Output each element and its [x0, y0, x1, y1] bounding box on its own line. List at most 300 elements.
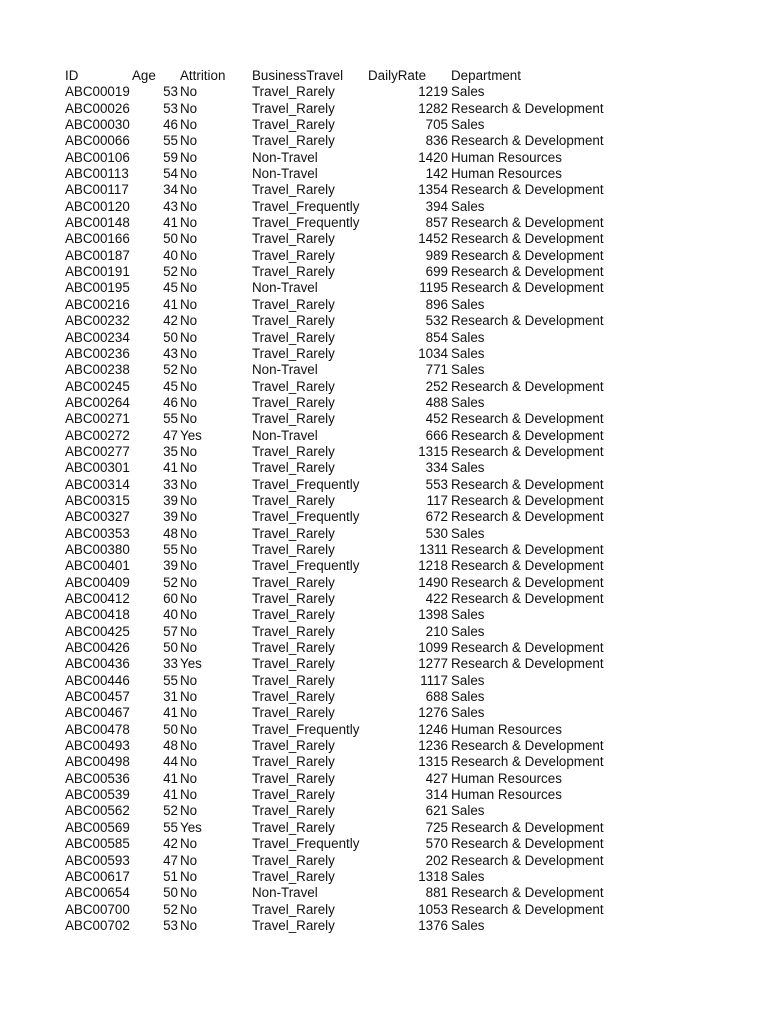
cell-department: Research & Development — [451, 264, 604, 280]
cell-business-travel: Travel_Rarely — [252, 868, 335, 884]
cell-age: 39 — [163, 509, 178, 525]
cell-attrition: No — [180, 607, 198, 623]
table-row — [0, 640, 768, 656]
cell-attrition: No — [180, 378, 198, 394]
cell-attrition: No — [180, 705, 198, 721]
cell-business-travel: Travel_Rarely — [252, 770, 335, 786]
cell-business-travel: Non-Travel — [252, 149, 318, 165]
cell-age: 55 — [163, 819, 178, 835]
cell-age: 47 — [163, 427, 178, 443]
cell-age: 47 — [163, 852, 178, 868]
cell-age: 52 — [163, 362, 178, 378]
cell-business-travel: Travel_Rarely — [252, 443, 335, 459]
cell-id: ABC00409 — [65, 574, 130, 590]
cell-business-travel: Travel_Rarely — [252, 411, 335, 427]
header-business-travel: BusinessTravel — [252, 68, 344, 83]
cell-daily-rate: 854 — [425, 329, 448, 345]
cell-department: Research & Development — [451, 492, 604, 508]
cell-department: Research & Development — [451, 836, 604, 852]
table-row — [0, 330, 768, 346]
cell-business-travel: Travel_Frequently — [252, 721, 360, 737]
cell-attrition: No — [180, 149, 198, 165]
cell-id: ABC00380 — [65, 541, 130, 557]
cell-daily-rate: 1420 — [418, 149, 448, 165]
cell-business-travel: Travel_Rarely — [252, 623, 335, 639]
cell-attrition: No — [180, 280, 198, 296]
cell-daily-rate: 334 — [425, 460, 448, 476]
cell-department: Research & Development — [451, 427, 604, 443]
table-row — [0, 853, 768, 869]
cell-age: 52 — [163, 803, 178, 819]
cell-department: Research & Development — [451, 133, 604, 149]
cell-id: ABC00019 — [65, 84, 130, 100]
cell-id: ABC00187 — [65, 247, 130, 263]
table-row — [0, 297, 768, 313]
cell-id: ABC00271 — [65, 411, 130, 427]
cell-business-travel: Non-Travel — [252, 362, 318, 378]
cell-age: 40 — [163, 247, 178, 263]
cell-department: Research & Development — [451, 509, 604, 525]
cell-business-travel: Travel_Rarely — [252, 607, 335, 623]
cell-attrition: Yes — [180, 819, 202, 835]
table-row — [0, 509, 768, 525]
cell-daily-rate: 1398 — [418, 607, 448, 623]
table-row — [0, 215, 768, 231]
cell-business-travel: Travel_Rarely — [252, 117, 335, 133]
cell-department: Research & Development — [451, 558, 604, 574]
cell-attrition: No — [180, 296, 198, 312]
table-row — [0, 803, 768, 819]
cell-department: Sales — [451, 296, 485, 312]
cell-department: Research & Development — [451, 738, 604, 754]
cell-age: 53 — [163, 84, 178, 100]
cell-daily-rate: 1282 — [418, 100, 448, 116]
cell-business-travel: Travel_Rarely — [252, 296, 335, 312]
cell-age: 41 — [163, 296, 178, 312]
cell-business-travel: Travel_Rarely — [252, 182, 335, 198]
cell-department: Research & Development — [451, 411, 604, 427]
cell-age: 55 — [163, 672, 178, 688]
table-row — [0, 133, 768, 149]
cell-daily-rate: 989 — [425, 247, 448, 263]
cell-attrition: No — [180, 166, 198, 182]
cell-department: Human Resources — [451, 770, 562, 786]
cell-age: 50 — [163, 885, 178, 901]
cell-business-travel: Travel_Rarely — [252, 460, 335, 476]
cell-age: 44 — [163, 754, 178, 770]
cell-department: Research & Development — [451, 313, 604, 329]
table-row — [0, 722, 768, 738]
cell-daily-rate: 314 — [425, 787, 448, 803]
cell-department: Research & Development — [451, 476, 604, 492]
cell-business-travel: Travel_Frequently — [252, 509, 360, 525]
cell-business-travel: Travel_Rarely — [252, 803, 335, 819]
cell-attrition: No — [180, 394, 198, 410]
cell-department: Sales — [451, 329, 485, 345]
table-row — [0, 379, 768, 395]
table-body — [0, 84, 768, 934]
cell-department: Sales — [451, 917, 485, 933]
cell-age: 46 — [163, 117, 178, 133]
table-row — [0, 182, 768, 198]
cell-attrition: No — [180, 754, 198, 770]
cell-department: Sales — [451, 803, 485, 819]
cell-age: 35 — [163, 443, 178, 459]
cell-daily-rate: 699 — [425, 264, 448, 280]
cell-daily-rate: 532 — [425, 313, 448, 329]
cell-department: Human Resources — [451, 721, 562, 737]
cell-department: Research & Development — [451, 182, 604, 198]
table-row — [0, 869, 768, 885]
cell-age: 55 — [163, 411, 178, 427]
cell-department: Research & Development — [451, 541, 604, 557]
cell-id: ABC00425 — [65, 623, 130, 639]
cell-attrition: No — [180, 868, 198, 884]
cell-age: 33 — [163, 476, 178, 492]
cell-department: Research & Development — [451, 754, 604, 770]
cell-daily-rate: 1117 — [420, 672, 448, 688]
table-row — [0, 542, 768, 558]
cell-business-travel: Travel_Rarely — [252, 917, 335, 933]
cell-department: Research & Development — [451, 574, 604, 590]
table-row — [0, 836, 768, 852]
cell-business-travel: Travel_Rarely — [252, 247, 335, 263]
cell-age: 46 — [163, 394, 178, 410]
data-sheet — [0, 68, 768, 934]
cell-daily-rate: 422 — [425, 591, 448, 606]
cell-daily-rate: 1354 — [418, 182, 448, 198]
cell-age: 41 — [163, 770, 178, 786]
cell-business-travel: Travel_Rarely — [252, 901, 335, 917]
cell-department: Research & Development — [451, 443, 604, 459]
cell-age: 52 — [163, 574, 178, 590]
cell-business-travel: Travel_Rarely — [252, 394, 335, 410]
cell-daily-rate: 427 — [425, 770, 448, 786]
cell-business-travel: Travel_Rarely — [252, 100, 335, 116]
table-row — [0, 526, 768, 542]
cell-id: ABC00702 — [65, 917, 130, 933]
cell-age: 42 — [163, 836, 178, 852]
table-row — [0, 902, 768, 918]
cell-business-travel: Travel_Rarely — [252, 329, 335, 345]
cell-id: ABC00216 — [65, 296, 130, 312]
cell-daily-rate: 1219 — [418, 84, 448, 100]
table-row — [0, 117, 768, 133]
cell-business-travel: Travel_Frequently — [252, 198, 360, 214]
cell-daily-rate: 1452 — [418, 231, 448, 247]
cell-id: ABC00191 — [65, 264, 130, 280]
cell-daily-rate: 1490 — [418, 574, 448, 590]
cell-business-travel: Travel_Rarely — [252, 378, 335, 394]
cell-business-travel: Travel_Rarely — [252, 754, 335, 770]
table-row — [0, 313, 768, 329]
cell-age: 45 — [163, 280, 178, 296]
cell-id: ABC00327 — [65, 509, 130, 525]
cell-age: 42 — [163, 313, 178, 329]
cell-attrition: No — [180, 313, 198, 329]
cell-age: 41 — [163, 215, 178, 231]
cell-business-travel: Non-Travel — [252, 280, 318, 296]
cell-age: 55 — [163, 133, 178, 149]
cell-id: ABC00493 — [65, 738, 130, 754]
table-row — [0, 885, 768, 901]
cell-daily-rate: 881 — [425, 885, 448, 901]
cell-id: ABC00264 — [65, 394, 130, 410]
table-row — [0, 787, 768, 803]
cell-daily-rate: 117 — [426, 492, 448, 508]
table-row — [0, 493, 768, 509]
cell-business-travel: Travel_Rarely — [252, 84, 335, 100]
cell-department: Research & Development — [451, 215, 604, 231]
cell-age: 48 — [163, 525, 178, 541]
cell-id: ABC00314 — [65, 476, 130, 492]
table-row — [0, 558, 768, 574]
cell-daily-rate: 570 — [425, 836, 448, 852]
table-row — [0, 771, 768, 787]
cell-business-travel: Travel_Rarely — [252, 787, 335, 803]
table-row — [0, 84, 768, 100]
cell-age: 50 — [163, 721, 178, 737]
cell-department: Sales — [451, 394, 485, 410]
header-daily-rate: DailyRate — [368, 68, 427, 83]
cell-id: ABC00195 — [65, 280, 130, 296]
cell-age: 43 — [163, 345, 178, 361]
cell-daily-rate: 452 — [425, 411, 448, 427]
cell-id: ABC00301 — [65, 460, 130, 476]
cell-attrition: No — [180, 836, 198, 852]
cell-department: Sales — [451, 362, 485, 378]
cell-id: ABC00026 — [65, 100, 130, 116]
cell-id: ABC00232 — [65, 313, 130, 329]
cell-daily-rate: 688 — [425, 689, 448, 705]
cell-business-travel: Travel_Rarely — [252, 640, 335, 656]
cell-id: ABC00277 — [65, 443, 130, 459]
cell-business-travel: Travel_Rarely — [252, 313, 335, 329]
cell-age: 43 — [163, 198, 178, 214]
table-row — [0, 444, 768, 460]
cell-business-travel: Non-Travel — [252, 166, 318, 182]
header-id: ID — [65, 68, 79, 83]
table-row — [0, 738, 768, 754]
cell-daily-rate: 1099 — [418, 640, 448, 656]
cell-department: Sales — [451, 868, 485, 884]
cell-daily-rate: 1218 — [418, 558, 448, 574]
header-department: Department — [451, 68, 521, 83]
cell-department: Research & Development — [451, 640, 604, 656]
cell-attrition: No — [180, 198, 198, 214]
cell-daily-rate: 1034 — [418, 345, 448, 361]
cell-id: ABC00148 — [65, 215, 130, 231]
cell-daily-rate: 1236 — [418, 738, 448, 754]
table-row — [0, 166, 768, 182]
cell-attrition: No — [180, 264, 198, 280]
cell-age: 60 — [163, 591, 178, 606]
cell-business-travel: Travel_Rarely — [252, 705, 335, 721]
table-row — [0, 705, 768, 721]
cell-attrition: No — [180, 770, 198, 786]
cell-age: 55 — [163, 541, 178, 557]
cell-daily-rate: 705 — [425, 117, 448, 133]
cell-business-travel: Travel_Rarely — [252, 492, 335, 508]
cell-attrition: No — [180, 640, 198, 656]
cell-department: Sales — [451, 117, 485, 133]
cell-daily-rate: 530 — [425, 525, 448, 541]
cell-department: Research & Development — [451, 819, 604, 835]
cell-age: 41 — [163, 787, 178, 803]
cell-attrition: No — [180, 672, 198, 688]
cell-business-travel: Travel_Rarely — [252, 264, 335, 280]
cell-business-travel: Travel_Rarely — [252, 541, 335, 557]
cell-id: ABC00272 — [65, 427, 130, 443]
cell-daily-rate: 488 — [425, 394, 448, 410]
cell-department: Sales — [451, 345, 485, 361]
cell-department: Human Resources — [451, 166, 562, 182]
cell-daily-rate: 553 — [425, 476, 448, 492]
cell-daily-rate: 771 — [425, 362, 448, 378]
cell-id: ABC00478 — [65, 721, 130, 737]
table-row — [0, 280, 768, 296]
cell-attrition: No — [180, 852, 198, 868]
cell-id: ABC00166 — [65, 231, 130, 247]
cell-id: ABC00106 — [65, 149, 130, 165]
cell-attrition: No — [180, 117, 198, 133]
cell-age: 57 — [163, 623, 178, 639]
cell-age: 53 — [163, 917, 178, 933]
cell-daily-rate: 1277 — [418, 656, 448, 672]
cell-daily-rate: 252 — [425, 378, 448, 394]
cell-department: Sales — [451, 607, 485, 623]
cell-attrition: No — [180, 574, 198, 590]
table-row — [0, 428, 768, 444]
cell-department: Research & Development — [451, 901, 604, 917]
cell-id: ABC00412 — [65, 591, 130, 606]
cell-id: ABC00315 — [65, 492, 130, 508]
cell-attrition: No — [180, 541, 198, 557]
cell-department: Sales — [451, 198, 485, 214]
cell-attrition: No — [180, 492, 198, 508]
cell-business-travel: Travel_Frequently — [252, 836, 360, 852]
cell-daily-rate: 202 — [425, 852, 448, 868]
header-age: Age — [132, 68, 156, 83]
cell-id: ABC00536 — [65, 770, 130, 786]
table-row — [0, 460, 768, 476]
cell-business-travel: Travel_Rarely — [252, 672, 335, 688]
table-row — [0, 101, 768, 117]
cell-age: 40 — [163, 607, 178, 623]
cell-daily-rate: 666 — [425, 427, 448, 443]
cell-daily-rate: 1311 — [419, 541, 448, 557]
cell-daily-rate: 672 — [425, 509, 448, 525]
cell-attrition: Yes — [180, 427, 202, 443]
cell-business-travel: Travel_Rarely — [252, 591, 335, 606]
cell-attrition: No — [180, 787, 198, 803]
cell-age: 59 — [163, 149, 178, 165]
cell-business-travel: Travel_Rarely — [252, 574, 335, 590]
cell-attrition: No — [180, 803, 198, 819]
cell-id: ABC00562 — [65, 803, 130, 819]
cell-id: ABC00418 — [65, 607, 130, 623]
cell-age: 41 — [163, 460, 178, 476]
cell-id: ABC00426 — [65, 640, 130, 656]
cell-age: 39 — [163, 492, 178, 508]
table-row — [0, 607, 768, 623]
table-row — [0, 199, 768, 215]
table-row — [0, 754, 768, 770]
cell-attrition: No — [180, 231, 198, 247]
cell-department: Research & Development — [451, 591, 604, 606]
table-row — [0, 362, 768, 378]
cell-attrition: No — [180, 345, 198, 361]
cell-age: 31 — [163, 689, 178, 705]
cell-id: ABC00030 — [65, 117, 130, 133]
cell-id: ABC00238 — [65, 362, 130, 378]
cell-age: 51 — [163, 868, 178, 884]
cell-attrition: No — [180, 689, 198, 705]
table-row — [0, 395, 768, 411]
cell-id: ABC00539 — [65, 787, 130, 803]
cell-department: Research & Development — [451, 885, 604, 901]
cell-id: ABC00593 — [65, 852, 130, 868]
cell-attrition: No — [180, 182, 198, 198]
table-row — [0, 656, 768, 672]
cell-attrition: No — [180, 215, 198, 231]
table-row — [0, 918, 768, 934]
table-row — [0, 575, 768, 591]
cell-id: ABC00446 — [65, 672, 130, 688]
table-row — [0, 624, 768, 640]
cell-daily-rate: 1315 — [418, 443, 448, 459]
cell-daily-rate: 142 — [425, 166, 448, 182]
cell-department: Sales — [451, 689, 485, 705]
cell-attrition: No — [180, 362, 198, 378]
cell-id: ABC00654 — [65, 885, 130, 901]
cell-business-travel: Travel_Frequently — [252, 558, 360, 574]
cell-department: Sales — [451, 623, 485, 639]
cell-age: 41 — [163, 705, 178, 721]
cell-age: 50 — [163, 640, 178, 656]
table-row — [0, 264, 768, 280]
cell-attrition: No — [180, 917, 198, 933]
cell-business-travel: Travel_Rarely — [252, 525, 335, 541]
table-row — [0, 591, 768, 607]
cell-age: 34 — [163, 182, 178, 198]
cell-business-travel: Travel_Frequently — [252, 476, 360, 492]
cell-id: ABC00498 — [65, 754, 130, 770]
cell-attrition: No — [180, 558, 198, 574]
cell-attrition: No — [180, 443, 198, 459]
cell-age: 48 — [163, 738, 178, 754]
cell-age: 52 — [163, 901, 178, 917]
cell-daily-rate: 621 — [425, 803, 448, 819]
cell-id: ABC00353 — [65, 525, 130, 541]
cell-daily-rate: 394 — [425, 198, 448, 214]
cell-attrition: No — [180, 623, 198, 639]
cell-id: ABC00120 — [65, 198, 130, 214]
table-row — [0, 820, 768, 836]
cell-attrition: No — [180, 738, 198, 754]
cell-age: 39 — [163, 558, 178, 574]
cell-business-travel: Non-Travel — [252, 427, 318, 443]
cell-daily-rate: 1318 — [418, 868, 448, 884]
cell-daily-rate: 836 — [425, 133, 448, 149]
header-attrition: Attrition — [180, 68, 226, 83]
cell-department: Research & Development — [451, 656, 604, 672]
cell-daily-rate: 725 — [425, 819, 448, 835]
cell-department: Sales — [451, 460, 485, 476]
cell-attrition: No — [180, 329, 198, 345]
cell-daily-rate: 1315 — [418, 754, 448, 770]
cell-id: ABC00467 — [65, 705, 130, 721]
